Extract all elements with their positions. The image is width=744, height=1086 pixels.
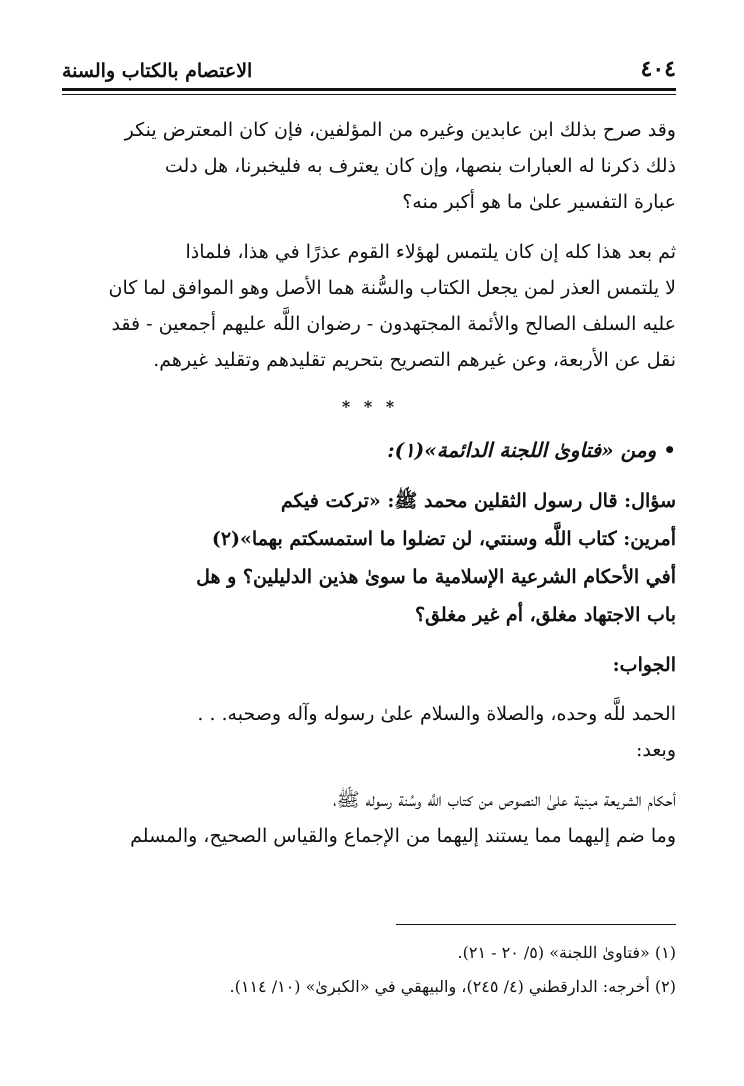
footnotes — [64, 936, 676, 1004]
text-line: ذلك ذكرنا له العبارات بنصها، وإن كان يعترف به فليخبرنا، هل دلت — [164, 155, 676, 177]
answer-opening — [64, 696, 676, 768]
section-separator: * * * — [341, 397, 399, 416]
question-block — [64, 482, 676, 634]
page-header — [62, 52, 676, 82]
text-line: وقد صرح بذلك ابن عابدين وغيره من المؤلفين، فإن كان المعترض ينكر — [124, 119, 676, 141]
question-line: سؤال: قال رسول الثقلين محمد ﷺ: «تركت فيكم — [280, 490, 676, 512]
text-line: وبعد: — [635, 739, 676, 761]
page-number: ٤٠٤ — [640, 56, 676, 82]
text-line: أحكام الشريعة مبنية علىٰ النصوص من كتاب اللَّه وسُنة رسوله ﷺ، — [332, 789, 676, 811]
running-title: الاعتصام بالكتاب والسنة — [62, 60, 253, 82]
paragraph-1 — [64, 112, 676, 220]
footnote-1: (١) «فتاوىٰ اللجنة» (٥/ ٢٠ - ٢١). — [457, 943, 676, 962]
text-line: الحمد للَّه وحده، والصلاة والسلام علىٰ رسوله وآله وصحبه. . . — [197, 703, 676, 725]
answer-label: الجواب: — [612, 654, 676, 676]
header-rule-thick — [62, 88, 676, 91]
answer-body — [64, 782, 676, 854]
footnote-separator — [396, 924, 676, 925]
text-line: ثم بعد هذا كله إن كان يلتمس لهؤلاء القوم عذرًا في هذا، فلماذا — [185, 241, 676, 263]
text-line: عبارة التفسير علىٰ ما هو أكبر منه؟ — [402, 191, 676, 213]
question-line: باب الاجتهاد مغلق، أم غير مغلق؟ — [414, 604, 676, 626]
text-line: نقل عن الأربعة، وعن غيرهم التصريح بتحريم تقليدهم وتقليد غيرهم. — [153, 349, 676, 371]
main-text — [64, 112, 676, 868]
text-line: لا يلتمس العذر لمن يجعل الكتاب والسُّنة هما الأصل وهو الموافق لما كان — [108, 277, 676, 299]
header-rule-thin — [62, 94, 676, 95]
text-line: وما ضم إليهما مما يستند إليهما من الإجماع والقياس الصحيح، والمسلم — [130, 825, 676, 847]
text-line: عليه السلف الصالح والأئمة المجتهدون - رضوان اللَّه عليهم أجمعين - فقد — [111, 313, 676, 335]
paragraph-2 — [64, 234, 676, 378]
fatawa-heading: • ومن «فتاوىٰ اللجنة الدائمة»(١): — [387, 438, 676, 462]
footnote-2: (٢) أخرجه: الدارقطني (٤/ ٢٤٥)، والبيهقي في «الكبرىٰ» (١٠/ ١١٤). — [229, 977, 676, 996]
question-line: أفي الأحكام الشرعية الإسلامية ما سوىٰ هذين الدليلين؟ و هل — [196, 566, 676, 588]
question-line: أمرين: كتاب اللَّه وسنتي، لن تضلوا ما استمسكتم بهما»(٢) — [211, 528, 676, 550]
